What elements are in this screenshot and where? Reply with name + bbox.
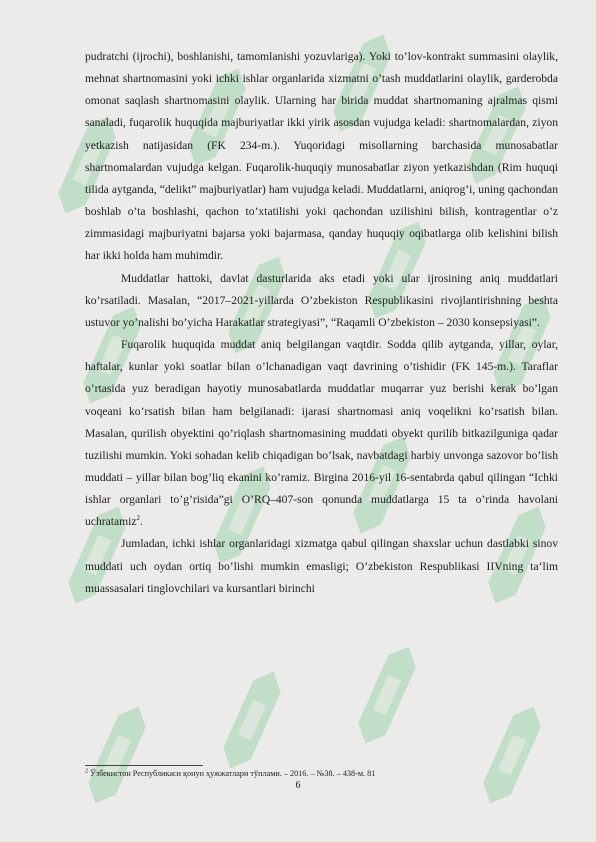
paragraph (85, 334, 558, 533)
paragraph: Jumladan, ichki ishlar organlaridagi xizmatga qabul qilingan shaxslar uchun dastlabki sinov muddati uch oydan ortiq bo’lishi mumkin emasligi; O’zbekiston Respublikasi IIVning ta‘lim muassasalari tinglovchilari va kursantlari birinchi (85, 537, 558, 595)
paragraph-text: Fuqarolik huquqida muddat aniq belgilangan vaqtdir. Sodda qilib aytganda, yillar, oylar, haftalar, kunlar yoki soatlar bilan o’lchanadigan vaqt davrining o’tishidir (FK 145-m.). Taraflar o’rtasida yuz beradigan hayotiy munosabatlarda muddatlar muqarrar yuz berishi kerak bo’lgan voqeani ko’rsatish bilan ham belgilanadi: ijarasi shartnomasi aniq voqelikni ko’rsatish bilan. Masalan, qurilish obyektini qo’riqlash shartnomasining muddati obyekt qurilib bitkazilguniga qadar tuzilishi mumkin. Yoki sohadan kelib chiqadigan bo’lsak, navbatdagi harbiy unvonga sazovor bo’lish muddati – yillar bilan bog’liq ekanini ko’ramiz. Birgina 2016-yil 16-sentabrda qabul qilingan “Ichki ishlar organlari to’g’risida”gi O’RQ–407-son qonunda muddatlarga 15 ta o’rinda havolani uchratamiz (85, 338, 558, 529)
watermark-icon (474, 698, 550, 812)
paragraph-end: . (140, 515, 143, 529)
footnote-text: Ўзбекистон Республикаси қонун ҳужжатлари тўплами. – 2016. – №38. – 438-м. 81 (90, 769, 376, 778)
paragraph: Muddatlar hattoki, davlat dasturlarida aks etadi yoki ular ijrosining aniq muddatlari ko’rsatiladi. Masalan, “2017–2021-yillarda O’zbekiston Respublikasini rivojlantirishning beshta ustuvor yo’nalishi bo’yicha Harakatlar strategiyasi”, “Raqamli O’zbekiston – 2030 konsepsiyasi”. (85, 271, 558, 329)
footnote-divider (85, 765, 203, 766)
watermark-icon (349, 638, 425, 752)
body-text (85, 46, 558, 600)
watermark-icon (214, 663, 290, 777)
page-number: 6 (295, 780, 301, 791)
footnote-marker: 2 (85, 768, 88, 775)
footnote (85, 769, 558, 779)
footnote-reference[interactable]: 2 (136, 514, 140, 523)
watermark-icon (79, 698, 155, 812)
paragraph: pudratchi (ijrochi), boshlanishi, tamomlanishi yozuvlariga). Yoki to’lov-kontrakt summasini olaylik, mehnat shartnomasini yoki ichki ishlar organlarida xizmatni o’tash muddatlarini olaylik, garderobda omonat saqlash shartnomasini olaylik. Ularning har birida muddat shartnomaning ajralmas qismi sanaladi, fuqarolik huquqida majburiyatlar ikki yirik asosdan vujudga keladi: shartnomalardan, ziyon yetkazish natijasidan (FK 234-m.). Yuqoridagi misollarning barchasida munosabatlar shartnomalardan vujudga kelgan. Fuqarolik-huquqiy munosabatlar ziyon yetkazishdan (Rim huquqi tilida aytganda, “delikt” majburiyatlar) ham vujudga keladi. Muddatlarni, aniqrog’i, uning qachondan boshlab o’ta boshlashi, qachon to’xtatilishi yoki qachondan uzilishini bilish, kontragentlar o’z zimmasidagi majburiyatni bajarsa yoki bajarmasa, qanday huquqiy oqibatlarga olib kelishini bilish har ikki holda ham muhimdir. (85, 50, 558, 263)
